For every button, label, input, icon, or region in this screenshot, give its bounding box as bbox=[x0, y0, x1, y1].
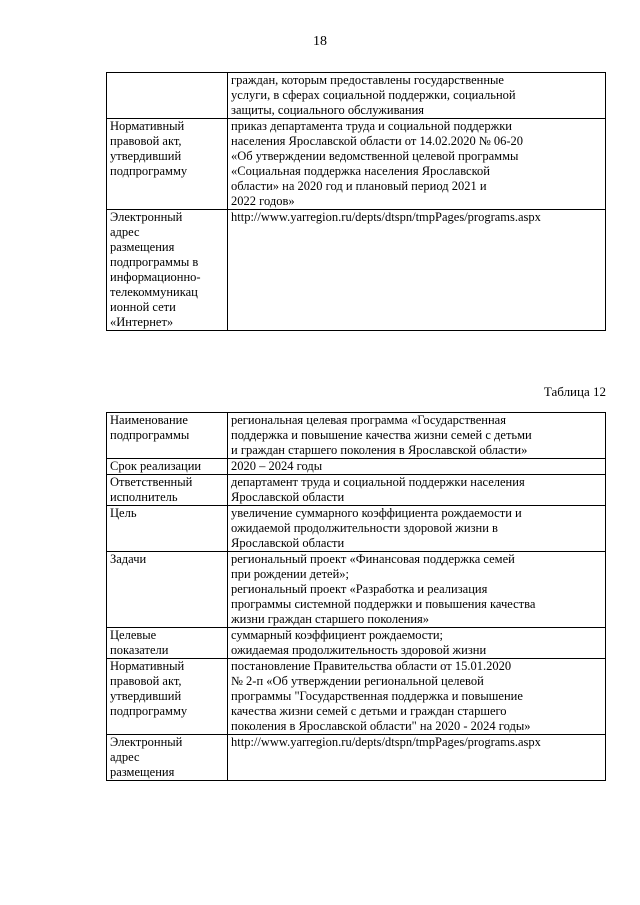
row-value-cell bbox=[228, 552, 606, 628]
row-value-cell bbox=[228, 119, 606, 210]
text-line: Задачи bbox=[110, 552, 147, 566]
text-line: ожидаемая продолжительность здоровой жизни bbox=[231, 643, 487, 657]
text-line: подпрограмму bbox=[110, 164, 188, 178]
row-label-cell bbox=[107, 475, 228, 506]
text-line: региональный проект «Разработка и реализация bbox=[231, 582, 488, 596]
subprogram-passport-table bbox=[106, 412, 606, 781]
text-line: «Интернет» bbox=[110, 315, 174, 329]
table-row bbox=[107, 73, 606, 119]
text-line: ионной сети bbox=[110, 300, 176, 314]
row-value-cell bbox=[228, 459, 606, 475]
row-label-cell bbox=[107, 73, 228, 119]
text-line: исполнитель bbox=[110, 490, 178, 504]
text-line: http://www.yarregion.ru/depts/dtspn/tmpPages/programs.aspx bbox=[231, 735, 541, 749]
row-label-cell bbox=[107, 119, 228, 210]
text-line: защиты, социального обслуживания bbox=[231, 103, 425, 117]
row-label-cell bbox=[107, 659, 228, 735]
text-line: ожидаемой продолжительности здоровой жизни в bbox=[231, 521, 498, 535]
text-line: поколения в Ярославской области" на 2020 - 2024 годы» bbox=[231, 719, 531, 733]
text-line: размещения bbox=[110, 240, 175, 254]
table-caption: Таблица 12 bbox=[543, 384, 606, 399]
text-line: Нормативный bbox=[110, 659, 185, 673]
text-line: региональный проект «Финансовая поддержка семей bbox=[231, 552, 515, 566]
text-line: программы системной поддержки и повышения качества bbox=[231, 597, 536, 611]
table-row bbox=[107, 659, 606, 735]
text-line: правовой акт, bbox=[110, 134, 182, 148]
text-line: и граждан старшего поколения в Ярославской области» bbox=[231, 443, 528, 457]
text-line: при рождении детей»; bbox=[231, 567, 350, 581]
row-value-cell bbox=[228, 506, 606, 552]
row-value-cell bbox=[228, 73, 606, 119]
text-line: подпрограмму bbox=[110, 704, 188, 718]
text-line: суммарный коэффициент рождаемости; bbox=[231, 628, 443, 642]
row-label-cell bbox=[107, 552, 228, 628]
table-row bbox=[107, 552, 606, 628]
row-label-cell bbox=[107, 210, 228, 331]
text-line: адрес bbox=[110, 750, 140, 764]
text-line: населения Ярославской области от 14.02.2020 № 06-20 bbox=[231, 134, 524, 148]
passport-table-continued bbox=[106, 72, 606, 331]
table-row bbox=[107, 506, 606, 552]
text-line: http://www.yarregion.ru/depts/dtspn/tmpPages/programs.aspx bbox=[231, 210, 541, 224]
row-value-cell bbox=[228, 735, 606, 781]
text-line: «Социальная поддержка населения Ярославской bbox=[231, 164, 490, 178]
page-number: 18 bbox=[313, 34, 327, 49]
row-label-cell bbox=[107, 413, 228, 459]
text-line: подпрограммы в bbox=[110, 255, 199, 269]
row-value-cell bbox=[228, 210, 606, 331]
row-label-cell bbox=[107, 506, 228, 552]
text-line: размещения bbox=[110, 765, 175, 779]
text-line: программы "Государственная поддержка и повышение bbox=[231, 689, 523, 703]
text-line: Наименование bbox=[110, 413, 188, 427]
table-row bbox=[107, 459, 606, 475]
text-line: адрес bbox=[110, 225, 140, 239]
table-row bbox=[107, 735, 606, 781]
row-label-cell bbox=[107, 628, 228, 659]
text-line: информационно- bbox=[110, 270, 201, 284]
text-line: увеличение суммарного коэффициента рождаемости и bbox=[231, 506, 522, 520]
text-line: 2022 годов» bbox=[231, 194, 295, 208]
text-line: № 2-п «Об утверждении региональной целевой bbox=[231, 674, 484, 688]
table-row bbox=[107, 413, 606, 459]
text-line: приказ департамента труда и социальной поддержки bbox=[231, 119, 512, 133]
text-line: постановление Правительства области от 15.01.2020 bbox=[231, 659, 512, 673]
text-line: Цель bbox=[110, 506, 137, 520]
table-row bbox=[107, 475, 606, 506]
text-line: услуги, в сферах социальной поддержки, социальной bbox=[231, 88, 516, 102]
text-line: департамент труда и социальной поддержки населения bbox=[231, 475, 525, 489]
text-line: Целевые bbox=[110, 628, 157, 642]
text-line: области» на 2020 год и плановый период 2021 и bbox=[231, 179, 487, 193]
text-line: Электронный bbox=[110, 210, 183, 224]
text-line: «Об утверждении ведомственной целевой программы bbox=[231, 149, 519, 163]
table-row bbox=[107, 628, 606, 659]
row-value-cell bbox=[228, 475, 606, 506]
text-line: 2020 – 2024 годы bbox=[231, 459, 323, 473]
text-line: телекоммуникац bbox=[110, 285, 198, 299]
row-label-cell bbox=[107, 459, 228, 475]
text-line: региональная целевая программа «Государственная bbox=[231, 413, 506, 427]
text-line: Ответственный bbox=[110, 475, 193, 489]
text-line: поддержка и повышение качества жизни семей с детьми bbox=[231, 428, 532, 442]
row-value-cell bbox=[228, 413, 606, 459]
text-line: правовой акт, bbox=[110, 674, 182, 688]
text-line: Ярославской области bbox=[231, 490, 345, 504]
row-value-cell bbox=[228, 628, 606, 659]
text-line: качества жизни семей с детьми и граждан старшего bbox=[231, 704, 507, 718]
text-line: Нормативный bbox=[110, 119, 185, 133]
table-row bbox=[107, 119, 606, 210]
text-line: утвердивший bbox=[110, 689, 182, 703]
text-line: Срок реализации bbox=[110, 459, 202, 473]
text-line: Ярославской области bbox=[231, 536, 345, 550]
table-row bbox=[107, 210, 606, 331]
text-line: подпрограммы bbox=[110, 428, 190, 442]
text-line: жизни граждан старшего поколения» bbox=[231, 612, 430, 626]
text-line: утвердивший bbox=[110, 149, 182, 163]
text-line: граждан, которым предоставлены государственные bbox=[231, 73, 504, 87]
text-line: Электронный bbox=[110, 735, 183, 749]
row-value-cell bbox=[228, 659, 606, 735]
row-label-cell bbox=[107, 735, 228, 781]
text-line: показатели bbox=[110, 643, 169, 657]
